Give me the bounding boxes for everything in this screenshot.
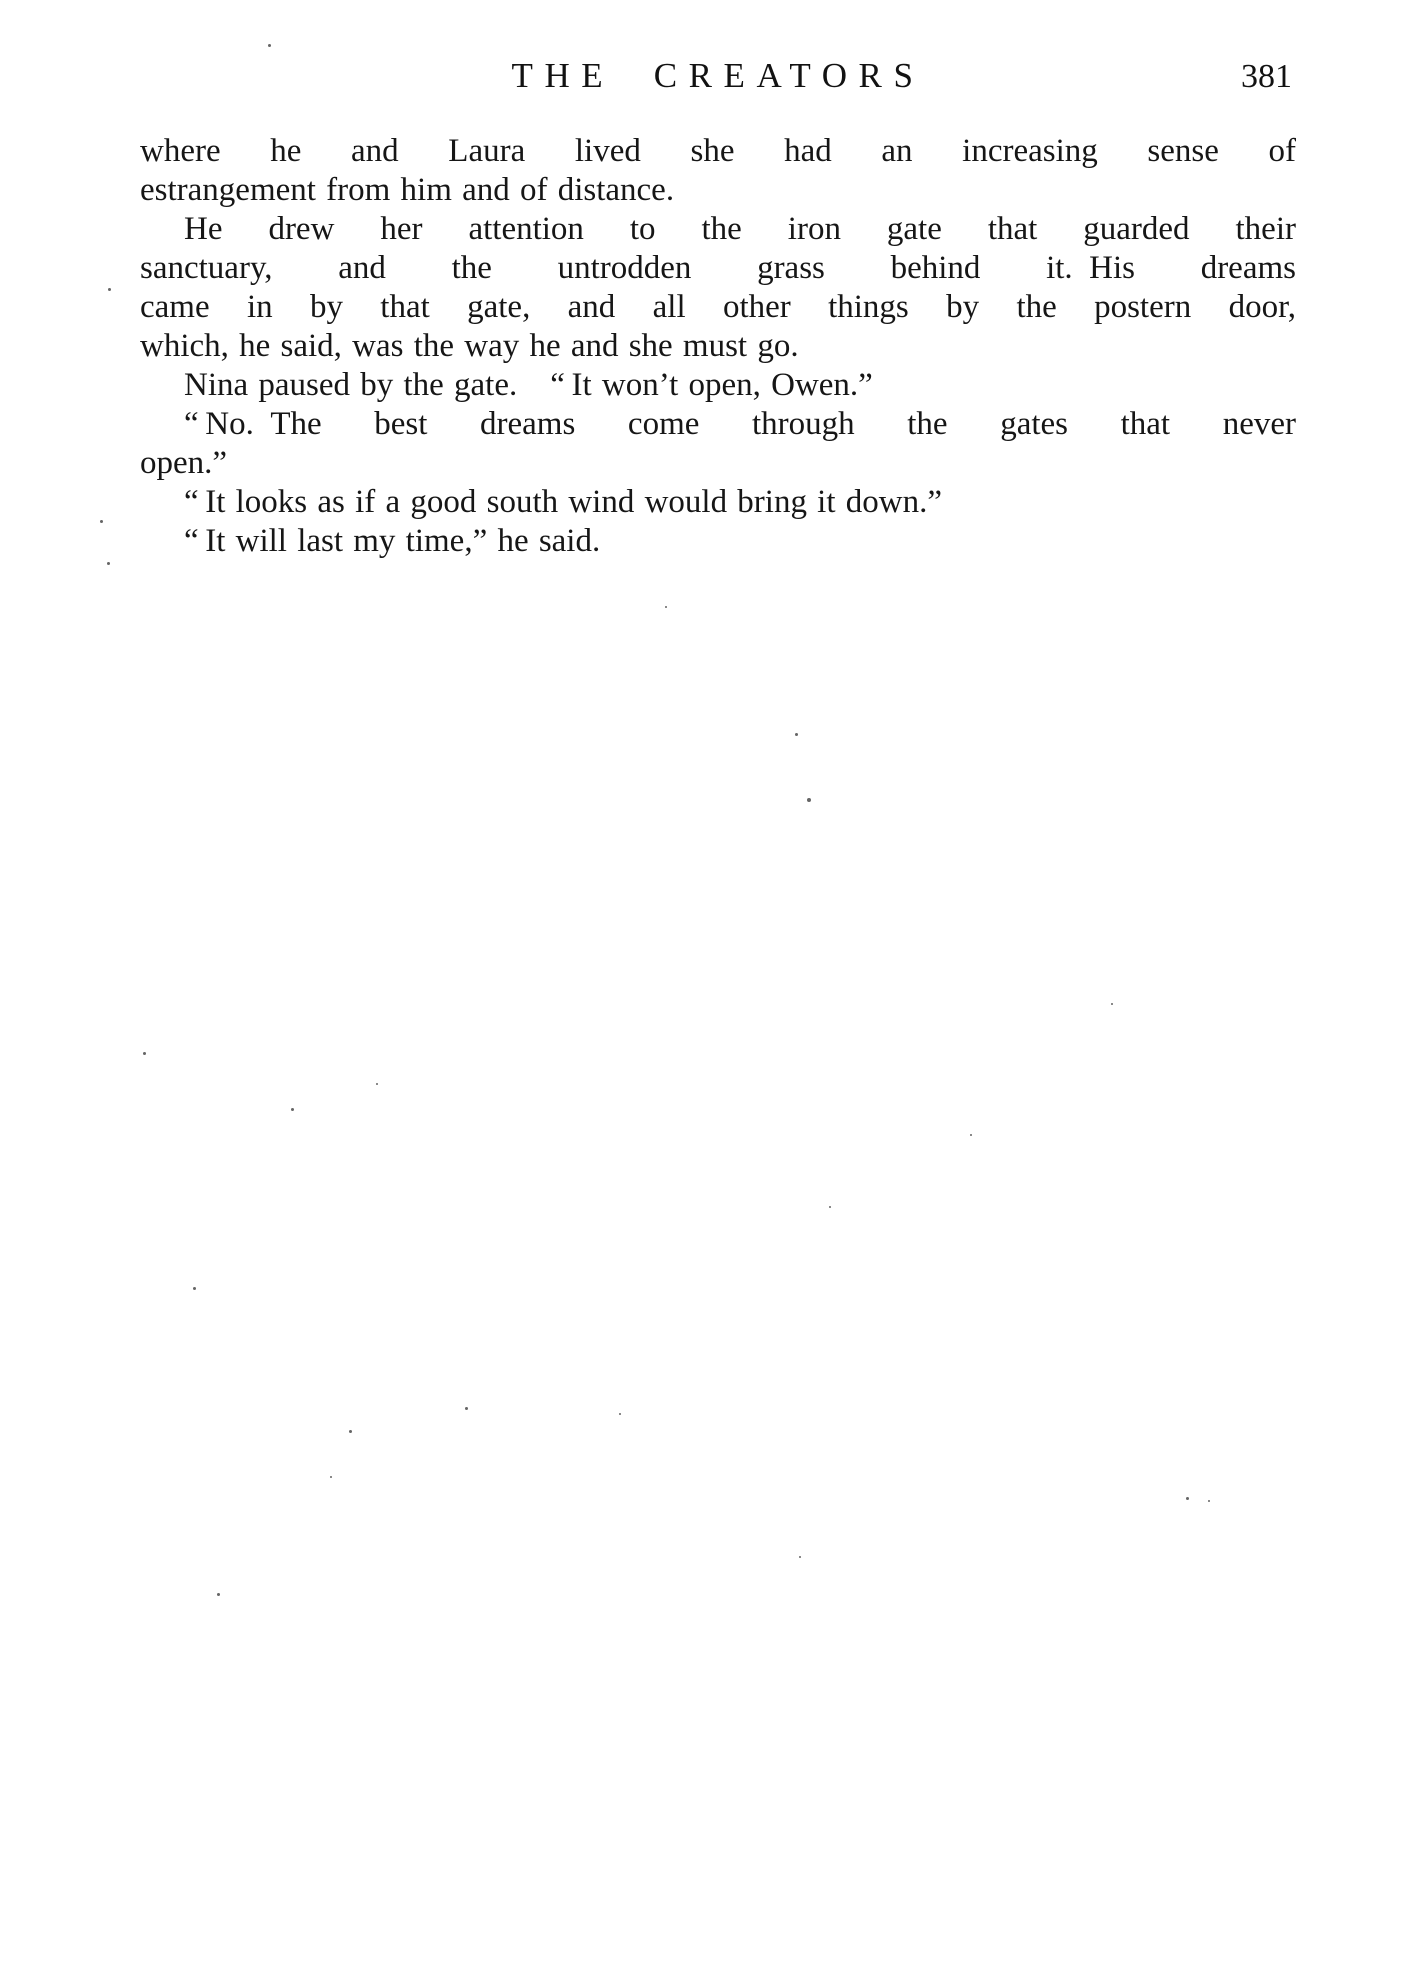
scan-speckle <box>1186 1497 1189 1500</box>
scan-speckle <box>193 1287 196 1290</box>
scan-speckle <box>1111 1003 1113 1005</box>
text-line: Nina paused by the gate. “ It won’t open, Owen.” <box>184 367 873 403</box>
text-line: “ It looks as if a good south wind would bring it down.” <box>184 484 942 520</box>
scan-speckle <box>619 1413 621 1415</box>
scan-speckle <box>100 520 103 523</box>
page-body <box>140 132 1296 561</box>
scan-speckle <box>108 288 111 291</box>
page-header <box>140 56 1296 104</box>
scan-speckle <box>107 562 110 565</box>
scan-speckle <box>143 1052 146 1055</box>
text-line: He drew her attention to the iron gate that guarded their <box>184 211 1296 247</box>
scan-speckle <box>970 1134 972 1136</box>
page-number: 381 <box>1241 58 1292 95</box>
text-line: open.” <box>140 445 228 481</box>
scan-speckle <box>807 798 811 802</box>
scan-speckle <box>330 1476 332 1478</box>
text-line: estrangement from him and of distance. <box>140 172 675 208</box>
scan-speckle <box>795 733 798 736</box>
scan-speckle <box>291 1108 294 1111</box>
scan-speckle <box>217 1593 220 1596</box>
scan-speckle <box>1208 1500 1210 1502</box>
scan-speckle <box>465 1407 468 1410</box>
text-line: which, he said, was the way he and she must go. <box>140 328 799 364</box>
text-line: where he and Laura lived she had an increasing sense of <box>140 133 1296 169</box>
scan-speckle <box>829 1206 831 1208</box>
text-line: came in by that gate, and all other things by the postern door, <box>140 289 1296 325</box>
scan-speckle <box>665 606 667 608</box>
text-line: “ It will last my time,” he said. <box>184 523 601 559</box>
scan-speckle <box>799 1556 801 1558</box>
scan-speckle <box>376 1083 378 1085</box>
scan-speckle <box>268 44 271 47</box>
scan-speckle <box>349 1430 352 1433</box>
text-line: “ No. The best dreams come through the gates that never <box>184 406 1296 442</box>
text-line: sanctuary, and the untrodden grass behind it. His dreams <box>140 250 1296 286</box>
running-title: THE CREATORS <box>511 56 925 95</box>
